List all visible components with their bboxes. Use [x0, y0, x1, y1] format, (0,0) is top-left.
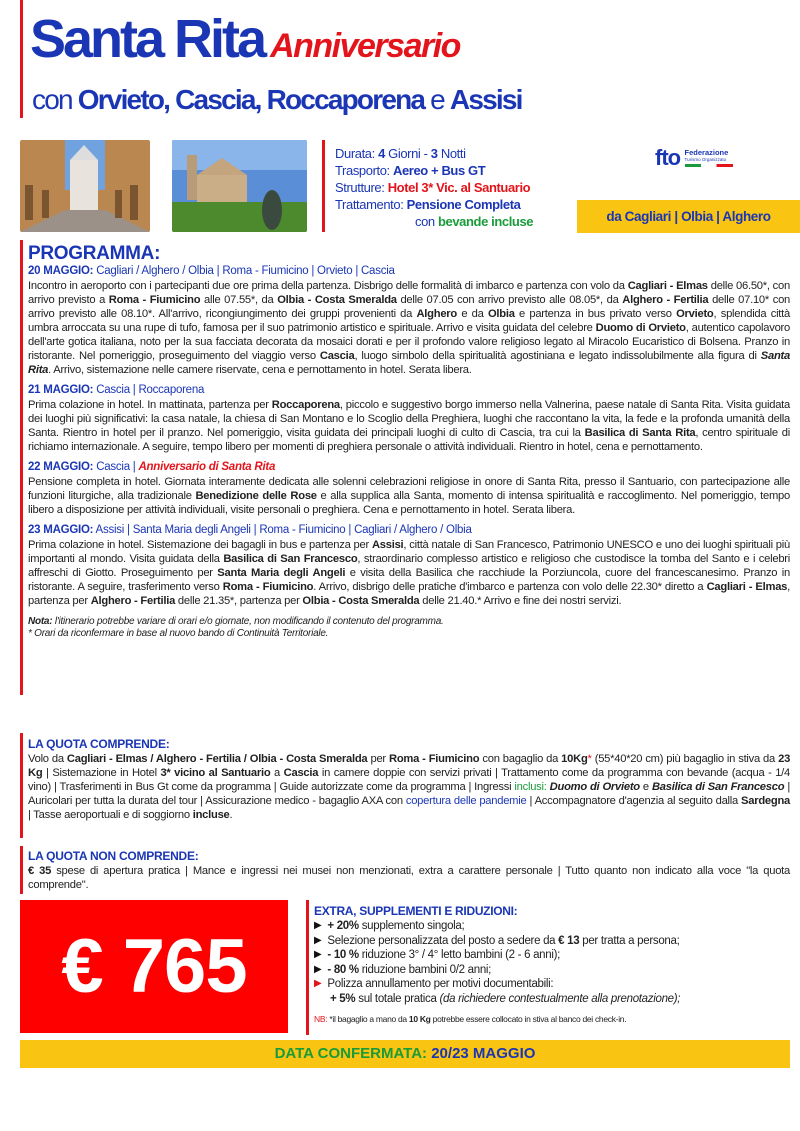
extras-item-text: [327, 919, 464, 934]
info-text: Notti: [440, 146, 466, 161]
text-run: Orvieto: [676, 308, 714, 320]
extras-item: [314, 919, 794, 934]
date-label: DATA CONFERMATA:: [274, 1045, 428, 1062]
date-value: 20/23 MAGGIO: [431, 1045, 536, 1062]
info-text: Pensione Completa: [406, 197, 521, 212]
text-run: spese di apertura pratica | Mance e ingressi nei musei non menzionati, extra a carattere personale | Tutto quanto non indicato alla voce "la quota comprende".: [28, 865, 791, 891]
info-text: 4: [378, 146, 385, 161]
trip-info: [335, 145, 533, 230]
text-run: e alla supplica alla Santa, momento di intensa spiritualità e raccoglimento. Nel pomeriggio, tempo libero a disposizione per attività individuali, visite personali o preghiera. Cena e pernottamento in hotel. Serata libera.: [28, 490, 790, 516]
text-run: (da richiedere contestualmente alla prenotazione);: [439, 992, 681, 1005]
extras-title: EXTRA, SUPPLEMENTI E RIDUZIONI:: [314, 904, 518, 918]
hotel-row: [335, 179, 533, 196]
accent-bar: [20, 0, 23, 118]
day-header: [28, 523, 790, 538]
subtitle-last: Assisi: [449, 84, 522, 115]
text-run: Pensione completa in hotel. Giornata interamente dedicata alle solenni celebrazioni religiose in onore di Santa Rita, presso il Santuario, con partecipazione alle funzioni liturgiche, alla tradizionale: [28, 476, 790, 502]
info-text: Trasporto:: [335, 163, 390, 178]
bullet-triangle-icon: ▶: [314, 963, 322, 975]
text-run: Santa Maria degli Angeli: [217, 567, 346, 579]
program-title: PROGRAMMA:: [28, 243, 161, 264]
drinks-row: [335, 213, 533, 230]
duration-row: [335, 145, 533, 162]
text-run: Prima colazione in hotel. In mattinata, partenza per: [28, 399, 272, 411]
day-date: 20 MAGGIO:: [28, 265, 94, 277]
extras-item: [314, 934, 794, 949]
info-text: bevande incluse: [437, 214, 534, 229]
text-run: 3* vicino al Santuario: [160, 767, 271, 779]
program-note-2: * Orari da riconfermare in base al nuovo bando di Continuità Territoriale.: [28, 628, 329, 639]
text-run: Benedizione delle Rose: [195, 490, 317, 502]
text-run: *: [587, 753, 592, 765]
text-run: | Sistemazione in Hotel: [42, 767, 161, 779]
bullet-triangle-icon: ▶: [314, 978, 322, 989]
text-run: per: [367, 753, 389, 765]
extras-item: [314, 963, 794, 978]
day-description: [28, 475, 790, 517]
extras-list: [314, 919, 794, 992]
text-run: | Tasse aeroportuali e di soggiorno: [28, 809, 193, 821]
day-description: [28, 538, 790, 608]
logo-part: fto: [655, 145, 681, 170]
text-run: , piccolo e suggestivo borgo immerso nella Valnerina, paese natale di Santa Rita. Visita guidata dei luoghi più significativi: la casa natale, la chiesa di San Montano e lo Scoglio della Preghiera, luoghi che raccontano la vita, la fede e la profonda umanità della Santa. Rientro in hotel per il pranzo. Nel pomeriggio, visita guidata dei principali luoghi di culto di Cascia, tra cui la: [28, 399, 790, 439]
page-title: [30, 8, 460, 70]
info-text: Strutture:: [335, 180, 385, 195]
text-run: - 80 %: [327, 963, 359, 976]
text-run: (55*40*20 cm) più bagaglio in stiva da: [591, 753, 779, 765]
text-run: 10 Kg: [408, 1014, 431, 1024]
text-run: delle 07.05 con arrivo previsto alle 08.05*, da: [396, 294, 623, 306]
text-run: , splendida città umbra arroccata su una rupe di tufo, famosa per il suo patrimonio artistico e spirituale. Arrivo e visita guidata del celebre: [28, 308, 790, 334]
text-run: Alghero - Fertilia: [90, 595, 176, 607]
info-text: Aereo + Bus GT: [392, 163, 486, 178]
text-run: , straordinario complesso artistico e religioso che custodisce la tomba del Santo e i celebri affreschi di Giotto. Proseguimento per: [28, 553, 791, 579]
day-date: 23 MAGGIO:: [28, 524, 94, 536]
text-run: € 35: [28, 865, 52, 877]
extras-item-text: [327, 963, 491, 978]
text-run: Cagliari - Elmas: [706, 581, 788, 593]
excludes-text: [28, 864, 790, 892]
text-run: Santa Rita: [28, 350, 790, 376]
text-run: Assisi | Santa Maria degli Angeli | Roma - Fiumicino | Cagliari / Alghero / Olbia: [95, 524, 472, 536]
text-run: + 5%: [330, 992, 356, 1005]
text-run: | Auricolari per tutta la durata del tour | Assicurazione medico - bagaglio AXA con: [28, 781, 791, 807]
day-date: 22 MAGGIO:: [28, 461, 94, 473]
day-description: [28, 398, 790, 454]
text-run: supplemento singola;: [358, 920, 465, 932]
day-header: [28, 460, 790, 475]
text-run: Alghero: [416, 308, 457, 320]
extras-item: [314, 977, 794, 992]
text-run: Olbia: [487, 308, 515, 320]
text-run: e partenza in bus privato verso: [514, 308, 677, 320]
day-route: [96, 461, 275, 473]
text-run: a: [270, 767, 284, 779]
program-section: [28, 244, 790, 640]
text-run: delle 21.35*, partenza per: [175, 595, 303, 607]
program-note: [28, 616, 790, 628]
text-run: Roma - Fiumicino: [108, 294, 201, 306]
text-run: Cascia: [319, 350, 355, 362]
text-run: , città natale di San Francesco, Patrimonio UNESCO e uno dei luoghi spirituali più importanti al mondo. Visita guidata della: [28, 539, 790, 565]
text-run: inclusi:: [514, 781, 547, 793]
logo-part: Federazione: [684, 148, 729, 157]
text-run: e da: [456, 308, 488, 320]
title-accent: Anniversario: [270, 27, 460, 65]
info-text: Trattamento:: [335, 197, 404, 212]
text-run: , centro spirituale di richiamo internazionale. A seguire, tempo libero per momenti di preghiera personale o attività individuali. Rientro in hotel, cena e pernottamento.: [28, 427, 790, 453]
assisi-photo: [172, 140, 307, 232]
text-run: per tratta a persona;: [579, 934, 680, 947]
includes-text: [28, 752, 790, 822]
includes-title: LA QUOTA COMPRENDE:: [28, 737, 170, 751]
text-run: | Accompagnatore d'agenzia al seguito dalla: [526, 795, 742, 807]
text-run: , partenza per: [28, 581, 790, 607]
text-run: sul totale pratica: [355, 992, 440, 1005]
text-run: Cascia | Roccaporena: [96, 384, 205, 396]
title-main: Santa Rita: [30, 9, 265, 69]
program-day: [28, 460, 790, 517]
text-run: Roccaporena: [271, 399, 340, 411]
text-run: riduzione bambini 0/2 anni;: [358, 963, 492, 976]
text-run: Olbia - Costa Smeralda: [302, 595, 420, 607]
fto-logo: [655, 145, 745, 173]
text-run: e visita della Basilica che racchiude la Porziuncola, cuore del francescanesimo. Pranzo in ristorante. A seguire, trasferimento verso: [28, 567, 790, 593]
bullet-triangle-icon: ▶: [314, 920, 322, 931]
extras-item: [314, 948, 794, 963]
text-run: Selezione personalizzata del posto a sedere da: [327, 934, 559, 947]
extras-item-text: [327, 934, 679, 949]
info-text: Durata:: [335, 146, 375, 161]
subtitle-places: Orvieto, Cascia, Roccaporena: [77, 84, 425, 115]
text-run: Duomo di Orvieto: [595, 322, 686, 334]
day-date: 21 MAGGIO:: [28, 384, 94, 396]
subtitle-conj: e: [430, 84, 444, 115]
text-run: Roma - Fiumicino: [222, 581, 314, 593]
text-run: Cagliari - Elmas: [627, 280, 708, 292]
text-run: . Arrivo, disbrigo delle pratiche d'imbarco e partenza con volo delle 22.30* diretto a: [313, 581, 707, 593]
text-run: Cascia |: [96, 461, 139, 473]
text-run: Basilica di Santa Rita: [584, 427, 696, 439]
subtitle: [32, 84, 522, 116]
text-run: 10Kg: [561, 753, 588, 765]
text-run: , luogo simbolo della spiritualità agostiniana e legato indissolubilmente alla figura di: [354, 350, 761, 362]
program-day: [28, 523, 790, 608]
text-run: Olbia - Costa Smeralda: [277, 294, 397, 306]
subtitle-prefix: con: [32, 84, 72, 115]
text-run: Nota:: [28, 616, 53, 627]
text-run: + 20%: [327, 920, 359, 932]
confirmed-date-bar: [20, 1040, 790, 1068]
text-run: con bagaglio da: [479, 753, 562, 765]
text-run: Assisi: [371, 539, 404, 551]
includes-bar: [20, 733, 23, 838]
day-route: [96, 524, 472, 536]
text-run: potrebbe essere collocato in stiva al banco dei check-in.: [430, 1014, 627, 1024]
day-header: [28, 383, 790, 398]
program-day: [28, 264, 790, 377]
text-run: Basilica di San Francesco: [223, 553, 358, 565]
text-run: NB:: [314, 1014, 328, 1024]
day-description: [28, 279, 790, 377]
text-run: delle 06.50*, con arrivo previsto a: [28, 280, 790, 306]
text-run: riduzione 3° / 4° letto bambini (2 - 6 anni);: [358, 949, 561, 961]
logo-part: [685, 149, 733, 167]
text-run: Sardegna: [741, 795, 791, 807]
text-run: Volo da: [28, 753, 67, 765]
program-day: [28, 383, 790, 454]
excludes-bar: [20, 846, 23, 894]
text-run: copertura delle pandemie: [405, 795, 527, 807]
info-text: 3: [430, 146, 438, 161]
transport-row: [335, 162, 533, 179]
program-bar: [20, 240, 23, 695]
day-route: [96, 384, 204, 396]
includes-section: [28, 737, 790, 822]
day-route: [96, 265, 394, 277]
text-run: l'itinerario potrebbe variare di orari e/o giornate, non modificando il contenuto del programma.: [52, 616, 444, 627]
cascia-photo: [20, 140, 150, 232]
text-run: Polizza annullamento per motivi documentabili:: [327, 978, 554, 990]
polizza-detail: [314, 992, 794, 1007]
nb-note: [314, 1012, 794, 1027]
info-divider: [322, 140, 325, 232]
logo-part: [685, 164, 733, 167]
extras-item-text: [327, 977, 553, 992]
text-run: € 13: [558, 934, 580, 947]
extras-section: [314, 904, 794, 1027]
text-run: Basilica di San Francesco: [651, 781, 785, 793]
text-run: Cagliari / Alghero / Olbia | Roma - Fiumicino | Orvieto | Cascia: [96, 265, 395, 277]
text-run: *il bagaglio a mano da: [327, 1014, 409, 1024]
text-run: Alghero - Fertilia: [622, 294, 709, 306]
bullet-triangle-icon: ▶: [314, 934, 322, 946]
day-header: [28, 264, 790, 279]
departure-cities: da Cagliari | Olbia | Alghero: [577, 200, 800, 233]
text-run: Anniversario di Santa Rita: [138, 461, 276, 473]
text-run: in camere doppie con servizi privati | Trattamento come da programma con bevande (acqua - 1/4 vino) | Trasferimenti in Bus Gt come da programma | Guide autorizzate come da programma | Ingressi: [28, 767, 791, 793]
text-run: incluse: [192, 809, 230, 821]
text-run: Cascia: [283, 767, 319, 779]
info-text: con: [415, 214, 435, 229]
text-run: .: [229, 809, 233, 821]
extras-bar: [306, 900, 309, 1035]
text-run: Prima colazione in hotel. Sistemazione dei bagagli in bus e partenza per: [28, 539, 372, 551]
text-run: alle 07.55*, da: [200, 294, 278, 306]
text-run: Duomo di Orvieto: [549, 781, 640, 793]
text-run: Cagliari - Elmas / Alghero - Fertilia / Olbia - Costa Smeralda: [66, 753, 368, 765]
text-run: , autentico capolavoro dell'arte gotica italiana, noto per la sua facciata decorata da mosaici dorati e per il profondo valore religioso legato al Miracolo Eucaristico di Bolsena. Pranzo in ristorante. Nel pomeriggio, proseguimento del viaggio verso: [28, 322, 790, 362]
text-run: delle 07.10* con arrivo previsto alle 08.10*. All'arrivo, ricongiungimento dei gruppi provenienti da: [28, 294, 791, 320]
text-run: Roma - Fiumicino: [388, 753, 480, 765]
extras-item-text: [327, 948, 560, 963]
excludes-section: [28, 849, 790, 892]
info-text: Hotel 3* Vic. al Santuario: [387, 180, 531, 195]
text-run: e: [639, 781, 652, 793]
info-text: Giorni -: [388, 146, 428, 161]
logo-part: Turismo Organizzato: [684, 157, 727, 162]
text-run: 23 Kg: [28, 753, 791, 779]
board-row: [335, 196, 533, 213]
bullet-triangle-icon: ▶: [314, 949, 322, 960]
excludes-title: LA QUOTA NON COMPRENDE:: [28, 849, 199, 863]
text-run: Incontro in aeroporto con i partecipanti due ore prima della partenza. Disbrigo delle formalità di imbarco e partenza con volo da: [28, 280, 628, 292]
text-run: - 10 %: [327, 949, 359, 961]
text-run: . Arrivo, sistemazione nelle camere riservate, cena e pernottamento in hotel. Serata libera.: [48, 364, 472, 376]
text-run: delle 21.40.* Arrivo e fine dei nostri servizi.: [419, 595, 622, 607]
price-box: € 765: [20, 900, 288, 1033]
